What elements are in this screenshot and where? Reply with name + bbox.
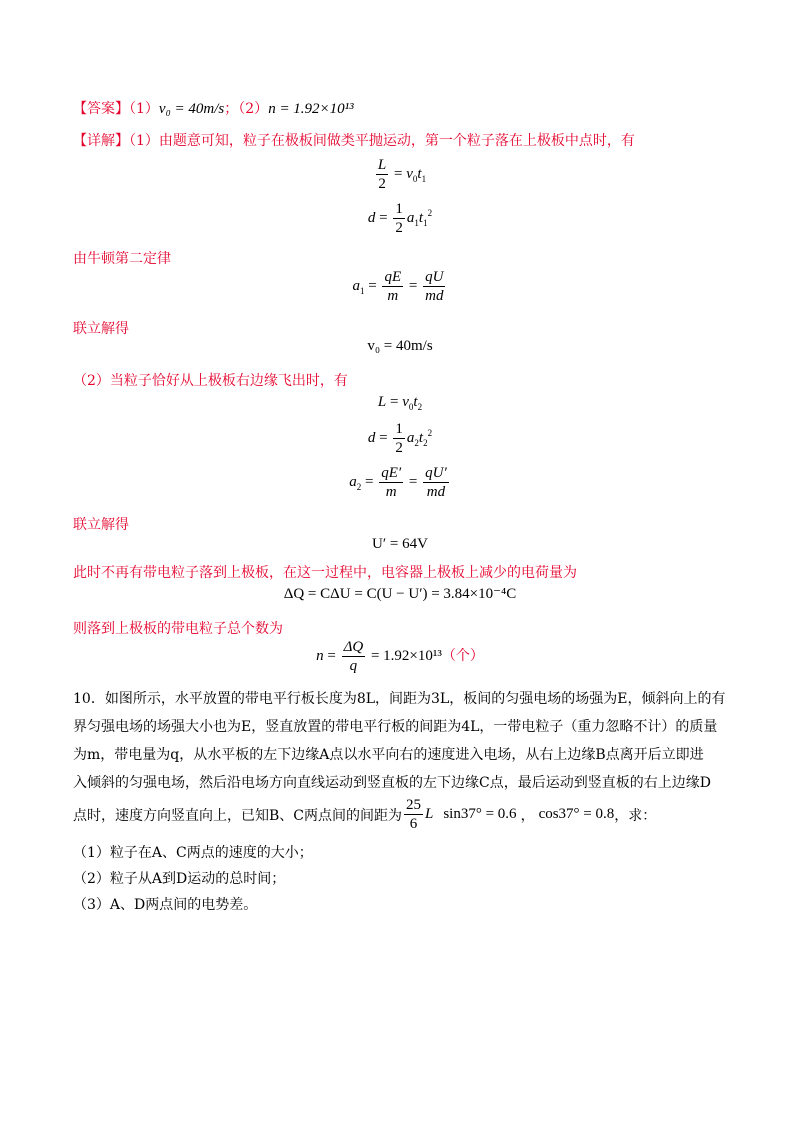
newton-text: 由牛顿第二定律 <box>73 251 171 267</box>
part2-text: （2）当粒子恰好从上极板右边缘飞出时，有 <box>73 373 348 389</box>
eq-a1: $a_1$ = $\frac{qE}{m}$ = $\frac{qU}{md}$ <box>352 269 444 304</box>
answer-sep: ； <box>224 101 239 117</box>
question-part-1: （1）粒子在A、C两点的速度的大小； <box>73 845 313 861</box>
answer-p2-label: （2） <box>238 101 269 117</box>
u-result: U′ = 64V <box>372 536 428 552</box>
bc-distance-unit: L <box>425 806 434 822</box>
answer-p1-math: v₀ = 40m/s <box>158 101 225 117</box>
answer-line <box>73 98 354 118</box>
answer-tag: 【答案】 <box>73 101 129 117</box>
answer-p2-math: n = 1.92×10¹³ <box>268 101 354 117</box>
question-line-5-text: 点时，速度方向竖直向上，已知B、C两点间的间距为 <box>73 807 402 824</box>
question-part-2: （2）粒子从A到D运动的总时间； <box>73 871 286 887</box>
detail-line <box>73 130 635 150</box>
question-line-1: 10．如图所示，水平放置的带电平行板长度为8L，间距为3L，板间的匀强电场的场强为E，倾斜向上的有 <box>73 691 726 707</box>
eq-a2: $a_2$ = $\frac{qE'}{m}$ = $\frac{qU'}{md}$ <box>349 465 447 500</box>
count-text: 则落到上极板的带电粒子总个数为 <box>73 621 283 637</box>
eq-n: n = $\frac{\Delta Q}{q}$ = 1.92×10¹³（个） <box>316 639 484 674</box>
n-result: = 1.92×10¹³ <box>370 647 442 664</box>
question-line-5-end: ，求： <box>614 807 657 824</box>
question-part-3: （3）A、D两点间的电势差。 <box>73 897 258 913</box>
bc-distance: $\frac{25}{6}$ <box>406 797 421 832</box>
sin-value: sin37° = 0.6 <box>443 806 517 822</box>
solve2-text: 联立解得 <box>73 517 129 533</box>
dq-result: ΔQ = CΔU = C(U − U′) = 3.84×10⁻⁴C <box>283 586 517 602</box>
question-line-5 <box>73 796 656 833</box>
eq-d-1: d = $\frac{1}{2}$ $a_1t_1^2$ <box>367 201 433 236</box>
eq-l-half: $\frac{L}{2}$ = $v_0t_1$ <box>377 157 427 192</box>
eq-l-v0t2: $L = v_0t_2$ <box>377 394 423 412</box>
solve1-text: 联立解得 <box>73 321 129 337</box>
v0-result: v₀ = 40m/s <box>367 338 433 354</box>
detail-intro: （1）由题意可知，粒子在极板间做类平抛运动，第一个粒子落在上极板中点时，有 <box>129 133 635 149</box>
eq-d-2: d = $\frac{1}{2}$ $a_2t_2^2$ <box>367 421 433 456</box>
question-line-2: 界匀强电场的场强大小也为E，竖直放置的带电平行板的间距为4L，一带电粒子（重力忽略不计）的质量 <box>73 719 718 735</box>
charge-text: 此时不再有带电粒子落到上极板，在这一过程中，电容器上极板上减少的电荷量为 <box>73 565 577 581</box>
question-line-4: 入倾斜的匀强电场，然后沿电场方向直线运动到竖直板的左下边缘C点，最后运动到竖直板的右上边缘D <box>73 775 711 791</box>
question-line-3: 为m，带电量为q，从水平板的左下边缘A点以水平向右的速度进入电场，从右上边缘B点离开后立即进 <box>73 747 704 763</box>
answer-p1-label: （1） <box>129 101 159 117</box>
cos-value: cos37° = 0.8 <box>538 806 615 822</box>
detail-tag: 【详解】 <box>73 133 129 149</box>
n-unit: （个） <box>441 647 484 664</box>
sin-cos-sep: ， <box>520 807 535 824</box>
